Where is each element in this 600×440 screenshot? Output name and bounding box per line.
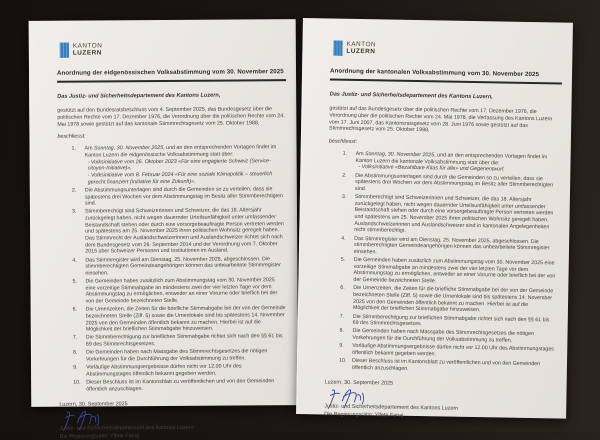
item-text: Die Abstimmungsunterlagen sind durch die Gemeinden so zu verteilen, dass sie spätestens drei Wochen vor dem Abstimmungstag im Besitz aller Stimmberechtigten sind.: [84, 186, 283, 207]
initiative-line: - Volksinitiative vom 26. Oktober 2023 «Für eine engagierte Schweiz (Service-citoyen-Initiative)»,: [87, 157, 271, 172]
item-text: [85, 144, 287, 185]
item-number: 1.: [342, 150, 348, 157]
item-text: Stimmberechtigt sind Schweizerinnen und Schweizer, die das 18. Altersjahr zurückgelegt haben, nicht wegen dauernder Urteilsunfähigkeit unter umfassender Beistandschaft stehen oder durch eine vorsorgebeauftragte Person vertreten werden und spätestens am 25. November 2025 ihren politischen Wohnsitz geregelt haben. Auslandschweizerinnen und Auslandschweizer sind in kantonalen Angelegenheiten nicht stimmberechtigt.: [354, 194, 554, 235]
item-text: Die Stimmberechtigung zur brieflichen Stimmabgabe richtet sich nach den §§ 61 bis 69 des Stimmrechtsgesetzes.: [352, 313, 550, 328]
document-title: Anordnung der kantonalen Volksabstimmung vom 30. November 2025: [330, 67, 540, 79]
item-text: Vorläufige Abstimmungsergebnisse dürfen nicht vor 12.00 Uhr des Abstimmungstages öffentlich bekannt gegeben werden.: [352, 343, 554, 358]
item-number: 4.: [72, 257, 77, 264]
kanton-luzern-logo: [333, 41, 562, 60]
item-number: 3.: [71, 208, 77, 215]
list-item: [340, 285, 558, 315]
list-item: [73, 363, 288, 378]
item-text-segment: , und an den entsprechenden Vortagen findet im Kanton Luzern die kantonale Volksabstimmung statt über die:: [355, 152, 548, 167]
item-text: Die Abstimmungsunterlagen sind durch die Gemeinden so zu verteilen, dass sie spätestens drei Wochen vor dem Abstimmungstag im Besitz aller Stimmberechtigten sind.: [354, 172, 554, 193]
item-text: Stimmberechtigt sind Schweizerinnen und Schweizer, die das 18. Altersjahr zurückgelegt haben, nicht wegen dauernder Urteilsunfähigkeit unter umfassender Beistandschaft stehen oder durch eine vorsorgebeauftragte Person vertreten werden und spätestens am 25. November 2025 ihren politischen Wohnsitz geregelt haben. Das Stimmrecht der Auslandschweizerinnen und Auslandschweizer richtet sich nach dem Bundesgesetz vom 26. September 2014 und der Verordnung vom 7. Oktober 2015 über Schweizer Personen und Institutionen im Ausland.: [84, 207, 284, 255]
title-rule: [57, 79, 286, 83]
item-text: Vorläufige Abstimmungsergebnisse dürfen nicht vor 12.00 Uhr des Abstimmungstages öffentlich bekannt gegeben werden.: [86, 363, 242, 378]
place-date-line: Luzern, 30. September 2025: [324, 379, 394, 388]
item-text: Dieser Beschluss ist im Kantonsblatt zu veröffentlichen und von den Gemeinden öffentlich anzuschlagen.: [351, 357, 541, 372]
item-number: 5.: [72, 278, 77, 285]
document-kantonale-abstimmung: [296, 18, 573, 419]
initiative-line: - Volksinitiative vom 8. Februar 2024 «Für eine soziale Klimapolitik – steuerlich gerecht finanziert (Initiative für eine Zukunft)».: [87, 171, 273, 186]
logo-text-kanton: KANTON: [72, 42, 103, 50]
item-number: 8.: [72, 349, 78, 356]
list-item: [73, 378, 288, 393]
item-text-date: Sonntag, 30. November 2025: [365, 151, 435, 159]
item-number: 3.: [341, 193, 347, 200]
item-number: 9.: [73, 364, 78, 371]
item-number: 4.: [341, 235, 346, 242]
list-item: [341, 235, 559, 259]
kanton-luzern-logo: [60, 41, 286, 58]
signature-department-line: Justiz- und Sicherheitsdepartement des Kantons Luzern: [324, 403, 459, 413]
item-number: 10.: [338, 357, 347, 364]
item-text: Die Gemeinden haben nach Massgabe des Stimmrechtsgesetzes die nötigen Vorkehrungen für die Durchführung der Volksabstimmung zu treffen.: [352, 328, 534, 344]
item-text: Die Gemeinden haben zusätzlich zum Abstimmungstag vom 30. November 2025 eine vorzeitige Stimmabgabe an mindestens zwei der vier letzten Tage vor dem Abstimmungstag zu ermöglichen, entweder an einer Vorurne oder brieflich bei der von der Gemeinde bezeichneten Stelle.: [85, 277, 278, 305]
item-text-segment: , und an den entsprechenden Vortagen findet im Kanton Luzern die eidgenössische Volksabstimmung statt über:: [84, 144, 277, 159]
issuing-department-line: Das Justiz- und Sicherheitsdepartement des Kantons Luzern,: [57, 92, 221, 100]
list-item: [342, 151, 560, 175]
decides-label: beschliesst:: [328, 138, 358, 146]
place-date-line: Luzern, 30. September 2025: [59, 401, 128, 409]
title-rule: [330, 78, 562, 84]
item-number: 8.: [339, 328, 345, 335]
decision-list: [339, 151, 561, 375]
item-text: Das Stimmregister wird am Dienstag, 25. November 2025, abgeschlossen. Die stimmberechtigten Gemeindeangehörigen können das unbearbeitete Stimmregister einsehen.: [85, 255, 281, 277]
item-number: 1.: [71, 145, 76, 152]
item-text: Die Gemeinden haben nach Massgabe des Stimmrechtsgesetzes die nötigen Vorkehrungen für die Durchführung der Volksabstimmung zu treffen.: [85, 348, 268, 363]
list-item: [339, 358, 557, 375]
item-text-segment: Am: [84, 145, 94, 152]
list-item: [342, 172, 560, 196]
item-number: 10.: [73, 379, 81, 386]
legal-preamble: gestützt auf den Bundesratsbeschluss vom 4. September 2025, das Bundesgesetz über die politischen Rechte vom 17. Dezember 1976, die Verordnung über die politischen Rechte vom 24. Mai 1978 sowie gestützt auf das kantonale Stimmrechtsgesetz vom 25. Oktober 1988,: [57, 106, 285, 128]
item-text: Die Gemeinden haben zusätzlich zum Abstimmungstag vom 30. November 2025 eine vorzeitige Stimmabgabe an mindestens zwei der vier letzten Tage vor dem Abstimmungstag zu ermöglichen, entweder an einer Vorurne oder brieflich bei der von der Gemeinde bezeichneten Stelle.: [353, 257, 556, 285]
list-item: [73, 348, 288, 363]
list-item: [72, 207, 287, 255]
item-number: 6.: [72, 306, 78, 313]
list-item: [73, 334, 288, 349]
item-text: [355, 151, 560, 175]
logo-text-luzern: LUZERN: [346, 48, 376, 56]
issuing-department-line: Das Justiz- und Sicherheitsdepartement des Kantons Luzern,: [329, 91, 493, 101]
list-item: [72, 144, 287, 186]
decides-label: beschliesst:: [57, 133, 86, 141]
item-number: 6.: [340, 285, 345, 292]
list-item: [340, 257, 558, 287]
item-number: 5.: [340, 256, 346, 263]
item-number: 7.: [72, 335, 78, 342]
item-text: Das Stimmregister wird am Dienstag, 25. November 2025, abgeschlossen. Die stimmberechtigten Gemeindeangehörigen können das unbearbeitete Stimmregister einsehen.: [353, 235, 550, 256]
kanton-luzern-logo-icon: [60, 43, 69, 58]
signature-name-line: Die Regierungsrätin: Ylfete Fanaj: [59, 433, 139, 440]
item-text: Dieser Beschluss ist im Kantonsblatt zu veröffentlichen und von den Gemeinden öffentlich anzuschlagen.: [86, 378, 275, 393]
signature-department-line: Justiz- und Sicherheitsdepartement des Kantons Luzern: [59, 425, 194, 433]
item-number: 2.: [342, 172, 347, 179]
initiative-line: - Volksinitiative «Bezahlbare Kitas für alle» und Gegenentwurf.: [358, 164, 505, 173]
list-item: [72, 186, 287, 208]
item-number: 9.: [339, 342, 344, 349]
list-item: [72, 256, 287, 278]
list-item: [341, 194, 560, 238]
item-text: Die Urnenzeiten, die Zeiten für die briefliche Stimmabgabe bei der von der Gemeinde bezeichneten Stelle (Ziff. 5) sowie die Urnenlokale sind bis spätestens 14. November 2025 von den Gemeinden öffentlich bekannt zu machen. Hierbei ist auf die Möglichkeit der brieflichen Stimmabgabe hinzuweisen.: [85, 305, 286, 333]
logo-wordmark: [73, 42, 103, 57]
logo-wordmark: [346, 41, 376, 56]
item-text-date: Sonntag, 30. November 2025: [93, 145, 164, 152]
logo-text-kanton: KANTON: [346, 40, 377, 49]
kanton-luzern-logo-icon: [333, 41, 342, 56]
item-number: 2.: [71, 187, 77, 194]
list-item: [73, 305, 288, 333]
item-text: Die Stimmberechtigung zur brieflichen Stimmabgabe richtet sich nach den §§ 61 bis 69 des Stimmrechtsgesetzes.: [85, 333, 283, 348]
document-eidgenoessische-abstimmung: [29, 19, 299, 440]
legal-preamble: gestützt auf das Bundesgesetz über die politischen Rechte vom 17. Dezember 1976, die Verordnung über die politischen Rechte vom 24. Mai 1978, die Verfassung des Kantons Luzern vom 17. Juni 2007, das Kantonsratsgesetz vom 28. Juni 1976 sowie gestützt auf das Stimmrechtsgesetz vom 25. Oktober 1988,: [329, 105, 553, 134]
decision-list: [72, 144, 289, 393]
signature-name-line: Die Regierungsrätin: Ylfete Fanaj: [324, 411, 404, 420]
document-title: Anordnung der eidgenössischen Volksabstimmung vom 30. November 2025: [56, 68, 284, 77]
logo-text-luzern: LUZERN: [72, 49, 102, 58]
item-text: Die Urnenzeiten, die Zeiten für die briefliche Stimmabgabe bei der von der Gemeinde bezeichneten Stelle (Ziff. 5) sowie die Urnenlokale sind bis spätestens 14. November 2025 von den Gemeinden öffentlich bekannt zu machen. Hierbei ist auf die Möglichkeit der brieflichen Stimmabgabe hinzuweisen.: [352, 285, 554, 314]
item-number: 7.: [339, 313, 345, 320]
item-text-segment: Am: [355, 151, 366, 158]
list-item: [72, 277, 287, 305]
